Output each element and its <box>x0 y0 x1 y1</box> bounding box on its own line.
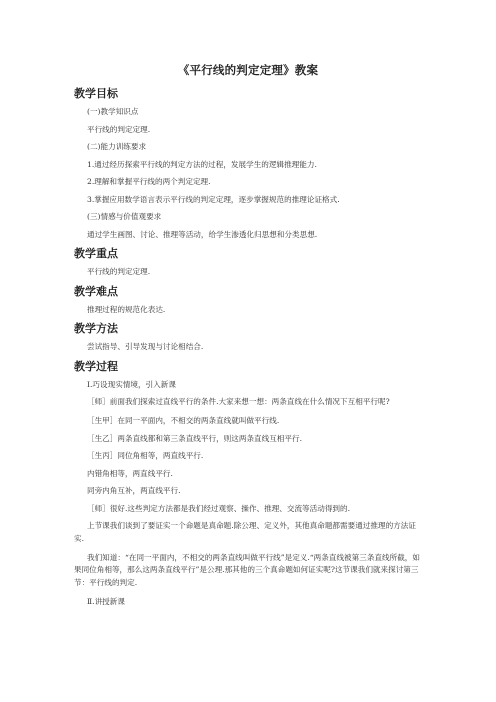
paragraph: 平行线的判定定理. <box>87 267 151 276</box>
paragraph: 2.理解和掌握平行线的两个判定定理. <box>87 177 211 186</box>
paragraph: 平行线的判定定理. <box>87 124 151 134</box>
paragraph: 同旁内角互补，两直线平行. <box>87 486 181 495</box>
paragraph: Ⅰ.巧设现实情境，引入新课 <box>87 379 176 389</box>
paragraph: 上节课我们谈到了要证实一个命题是真命题.除公理、定义外，其他真命题都需要通过推理的方法证实. <box>74 521 416 543</box>
paragraph: (三)情感与价值观要求 <box>87 212 162 221</box>
paragraph: 尝试指导、引导发现与讨论相结合. <box>87 342 204 351</box>
document-body <box>74 86 424 613</box>
section-heading-difficulties: 教学难点 <box>74 284 118 298</box>
section-heading-key-points: 教学重点 <box>74 247 118 260</box>
section-heading-process: 教学过程 <box>74 359 118 373</box>
paragraph: ［师］前面我们探索过直线平行的条件.大家来想一想：两条直线在什么情况下互相平行呢? <box>87 397 390 406</box>
document-title: 《平行线的判定定理》教案 <box>177 63 319 77</box>
paragraph: ［生乙］两条直线都和第三条直线平行，则这两条直线互相平行. <box>87 433 303 443</box>
paragraph: 3.掌握应用数学语言表示平行线的判定定理，逐步掌握规范的推理论证格式. <box>87 194 340 204</box>
paragraph: 内错角相等，两直线平行. <box>87 468 173 478</box>
paragraph: 我们知道：“在同一平面内，不相交的两条直线叫做平行线”是定义.“两条直线被第三条直线所截，如果同位角相等，那么这两条直线平行”是公理.那其他的三个真命题如何证实呢?这节课我们就来探讨第三节：平行线的判定. <box>74 552 420 587</box>
paragraph: ［生甲］在同一平面内，不相交的两条直线就叫做平行线. <box>87 416 280 425</box>
paragraph: ［师］很好.这些判定方法都是我们经过观察、操作、推理、交流等活动得到的. <box>87 503 351 513</box>
paragraph: ［生丙］同位角相等，两直线平行. <box>87 451 204 460</box>
paragraph: 推理过程的规范化表达. <box>87 304 166 314</box>
section-heading-methods: 教学方法 <box>74 322 118 335</box>
paragraph: 1.通过经历探索平行线的判定方法的过程，发展学生的逻辑推理能力. <box>87 159 317 169</box>
paragraph: 通过学生画图、讨论、推理等活动，给学生渗透化归思想和分类思想. <box>87 229 318 239</box>
paragraph: Ⅱ.讲授新课 <box>87 596 125 606</box>
paragraph: (一)教学知识点 <box>87 107 139 116</box>
section-heading-objectives: 教学目标 <box>74 87 118 100</box>
paragraph: (二)能力训练要求 <box>87 142 147 151</box>
